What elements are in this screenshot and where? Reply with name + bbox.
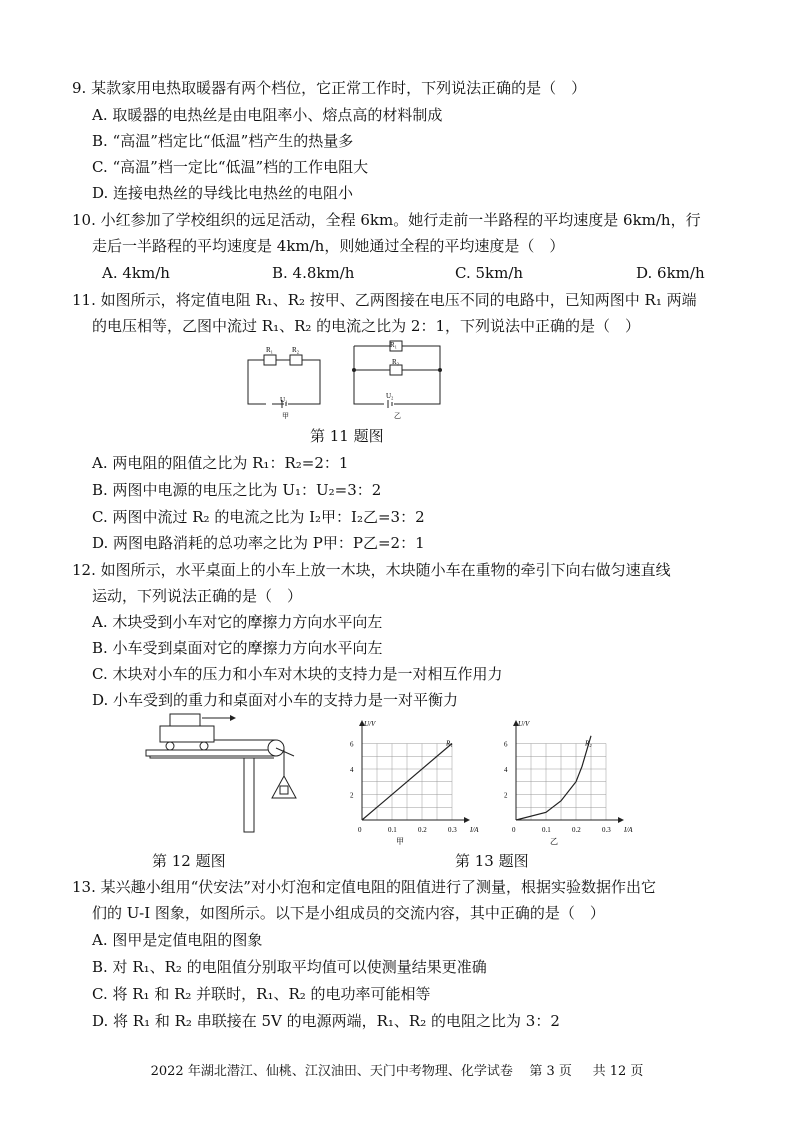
label-u2: U₂	[386, 392, 394, 400]
q12-stem-line1: 12. 如图所示，水平桌面上的小车上放一木块，木块随小车在重物的牵引下向右做匀速直线	[72, 561, 671, 579]
footer-page: 第 3 页	[529, 1064, 572, 1079]
q12-option-a: A. 木块受到小车对它的摩擦力方向水平向左	[92, 613, 383, 631]
label-jia: 甲	[282, 412, 289, 420]
x-tick-label: 0.1	[542, 826, 551, 834]
q13-chart-jia	[328, 710, 479, 846]
q13-stem-line1: 13. 某兴趣小组用“伏安法”对小灯泡和定值电阻的阻值进行了测量，根据实验数据作出它	[72, 878, 656, 896]
y-tick-label: 4	[350, 766, 354, 774]
q11-stem-line2: 的电压相等，乙图中流过 R₁、R₂ 的电流之比为 2：1，下列说法中正确的是（ ）	[92, 317, 641, 335]
y-tick-label: 6	[350, 740, 354, 749]
label-r1-left: R₁	[266, 346, 274, 354]
motion-arrow-icon	[230, 715, 236, 721]
chart-title: 乙	[550, 837, 558, 846]
q10-option-c: C. 5km/h	[455, 264, 524, 282]
series-label: R₂	[585, 739, 592, 748]
q11-circuit-figure	[244, 340, 444, 420]
q11-stem-line1: 11. 如图所示，将定值电阻 R₁、R₂ 按甲、乙两图接在电压不同的电路中，已知两图中 R₁ 两端	[72, 291, 697, 309]
page-footer	[0, 1060, 794, 1079]
resistor-r2	[290, 355, 302, 365]
footer-total: 共 12 页	[592, 1064, 644, 1079]
q11-option-a: A. 两电阻的阻值之比为 R₁：R₂=2：1	[92, 454, 349, 472]
q11-option-d: D. 两图电路消耗的总功率之比为 P甲：P乙=2：1	[92, 534, 425, 552]
q13-option-c: C. 将 R₁ 和 R₂ 并联时，R₁、R₂ 的电功率可能相等	[92, 985, 431, 1003]
q12-option-b: B. 小车受到桌面对它的摩擦力方向水平向左	[92, 639, 383, 657]
x-tick-label: 0.2	[572, 826, 581, 834]
cart-wheel-left	[166, 742, 174, 750]
x-axis-label: I/A	[470, 826, 479, 834]
q12-cart-figure	[140, 710, 300, 835]
y-axis-label: U/V	[364, 720, 376, 728]
label-r1-right: R₁	[390, 341, 398, 349]
cart-wheel-right	[200, 742, 208, 750]
x-tick-label: 0.3	[448, 826, 457, 834]
table-leg	[244, 758, 254, 832]
q10-option-b: B. 4.8km/h	[272, 264, 355, 282]
x-tick-label: 0.1	[388, 826, 397, 834]
q10-option-d: D. 6km/h	[636, 264, 705, 282]
q13-option-a: A. 图甲是定值电阻的图象	[92, 931, 263, 949]
q13-option-b: B. 对 R₁、R₂ 的电阻值分别取平均值可以使测量结果更准确	[92, 958, 487, 976]
q9-option-c: C. “高温”档一定比“低温”档的工作电阻大	[92, 158, 369, 176]
q12-figure-caption: 第 12 题图	[152, 852, 226, 870]
y-tick-label: 2	[504, 791, 508, 800]
q10-stem-line2: 走后一半路程的平均速度是 4km/h，则她通过全程的平均速度是（ ）	[92, 237, 565, 255]
chart-jia-plot	[350, 720, 479, 846]
label-r2-right: R₂	[392, 358, 400, 366]
x-axis-arrow-icon	[618, 817, 624, 823]
x-axis-label: I/A	[624, 826, 633, 834]
q10-option-a: A. 4km/h	[102, 264, 170, 282]
q11-option-c: C. 两图中流过 R₂ 的电流之比为 I₂甲：I₂乙=3：2	[92, 508, 425, 526]
q9-option-d: D. 连接电热丝的导线比电热丝的电阻小	[92, 184, 354, 202]
q12-stem-line2: 运动，下列说法正确的是（ ）	[92, 587, 303, 605]
cart-body	[160, 726, 214, 742]
q13-figure-caption: 第 13 题图	[455, 852, 529, 870]
label-r2-left: R₂	[292, 346, 300, 354]
q11-option-b: B. 两图中电源的电压之比为 U₁：U₂=3：2	[92, 481, 382, 499]
q13-chart-yi	[482, 710, 633, 846]
q13-option-d: D. 将 R₁ 和 R₂ 串联接在 5V 的电源两端，R₁、R₂ 的电阻之比为 3：2	[92, 1012, 560, 1030]
resistor-r2-parallel	[390, 365, 402, 375]
resistor-r1	[264, 355, 276, 365]
table-top	[146, 750, 276, 756]
chart-title: 甲	[396, 837, 404, 846]
q9-stem: 9. 某款家用电热取暖器有两个档位，它正常工作时，下列说法正确的是（ ）	[72, 79, 587, 97]
y-tick-label: 2	[350, 791, 354, 800]
x-tick-label: 0.2	[418, 826, 427, 834]
chart-yi-plot	[504, 720, 633, 846]
y-axis-label: U/V	[518, 720, 530, 728]
x-axis-arrow-icon	[464, 817, 470, 823]
y-tick-label: 6	[504, 740, 508, 749]
x-tick-label: 0.3	[602, 826, 611, 834]
label-yi: 乙	[394, 412, 401, 420]
q10-stem-line1: 10. 小红参加了学校组织的远足活动，全程 6km。她行走前一半路程的平均速度是 6km/h，行	[72, 211, 701, 229]
x-tick-label: 0	[512, 826, 516, 834]
q9-option-a: A. 取暖器的电热丝是由电阻率小、熔点高的材料制成	[92, 106, 443, 124]
q12-option-d: D. 小车受到的重力和桌面对小车的支持力是一对平衡力	[92, 691, 459, 709]
label-u1: U₁	[280, 396, 288, 404]
circuit-yi	[353, 341, 442, 408]
series-label: R₁	[446, 739, 453, 748]
q9-option-b: B. “高温”档定比“低温”档产生的热量多	[92, 132, 354, 150]
q11-figure-caption: 第 11 题图	[310, 427, 384, 445]
y-tick-label: 4	[504, 766, 508, 774]
q12-option-c: C. 木块对小车的压力和小车对木块的支持力是一对相互作用力	[92, 665, 503, 683]
q13-stem-line2: 们的 U-I 图象，如图所示。以下是小组成员的交流内容，其中正确的是（ ）	[92, 904, 605, 922]
x-tick-label: 0	[358, 826, 362, 834]
wood-block	[170, 714, 200, 726]
footer-title: 2022 年湖北潜江、仙桃、江汉油田、天门中考物理、化学试卷	[150, 1064, 513, 1079]
